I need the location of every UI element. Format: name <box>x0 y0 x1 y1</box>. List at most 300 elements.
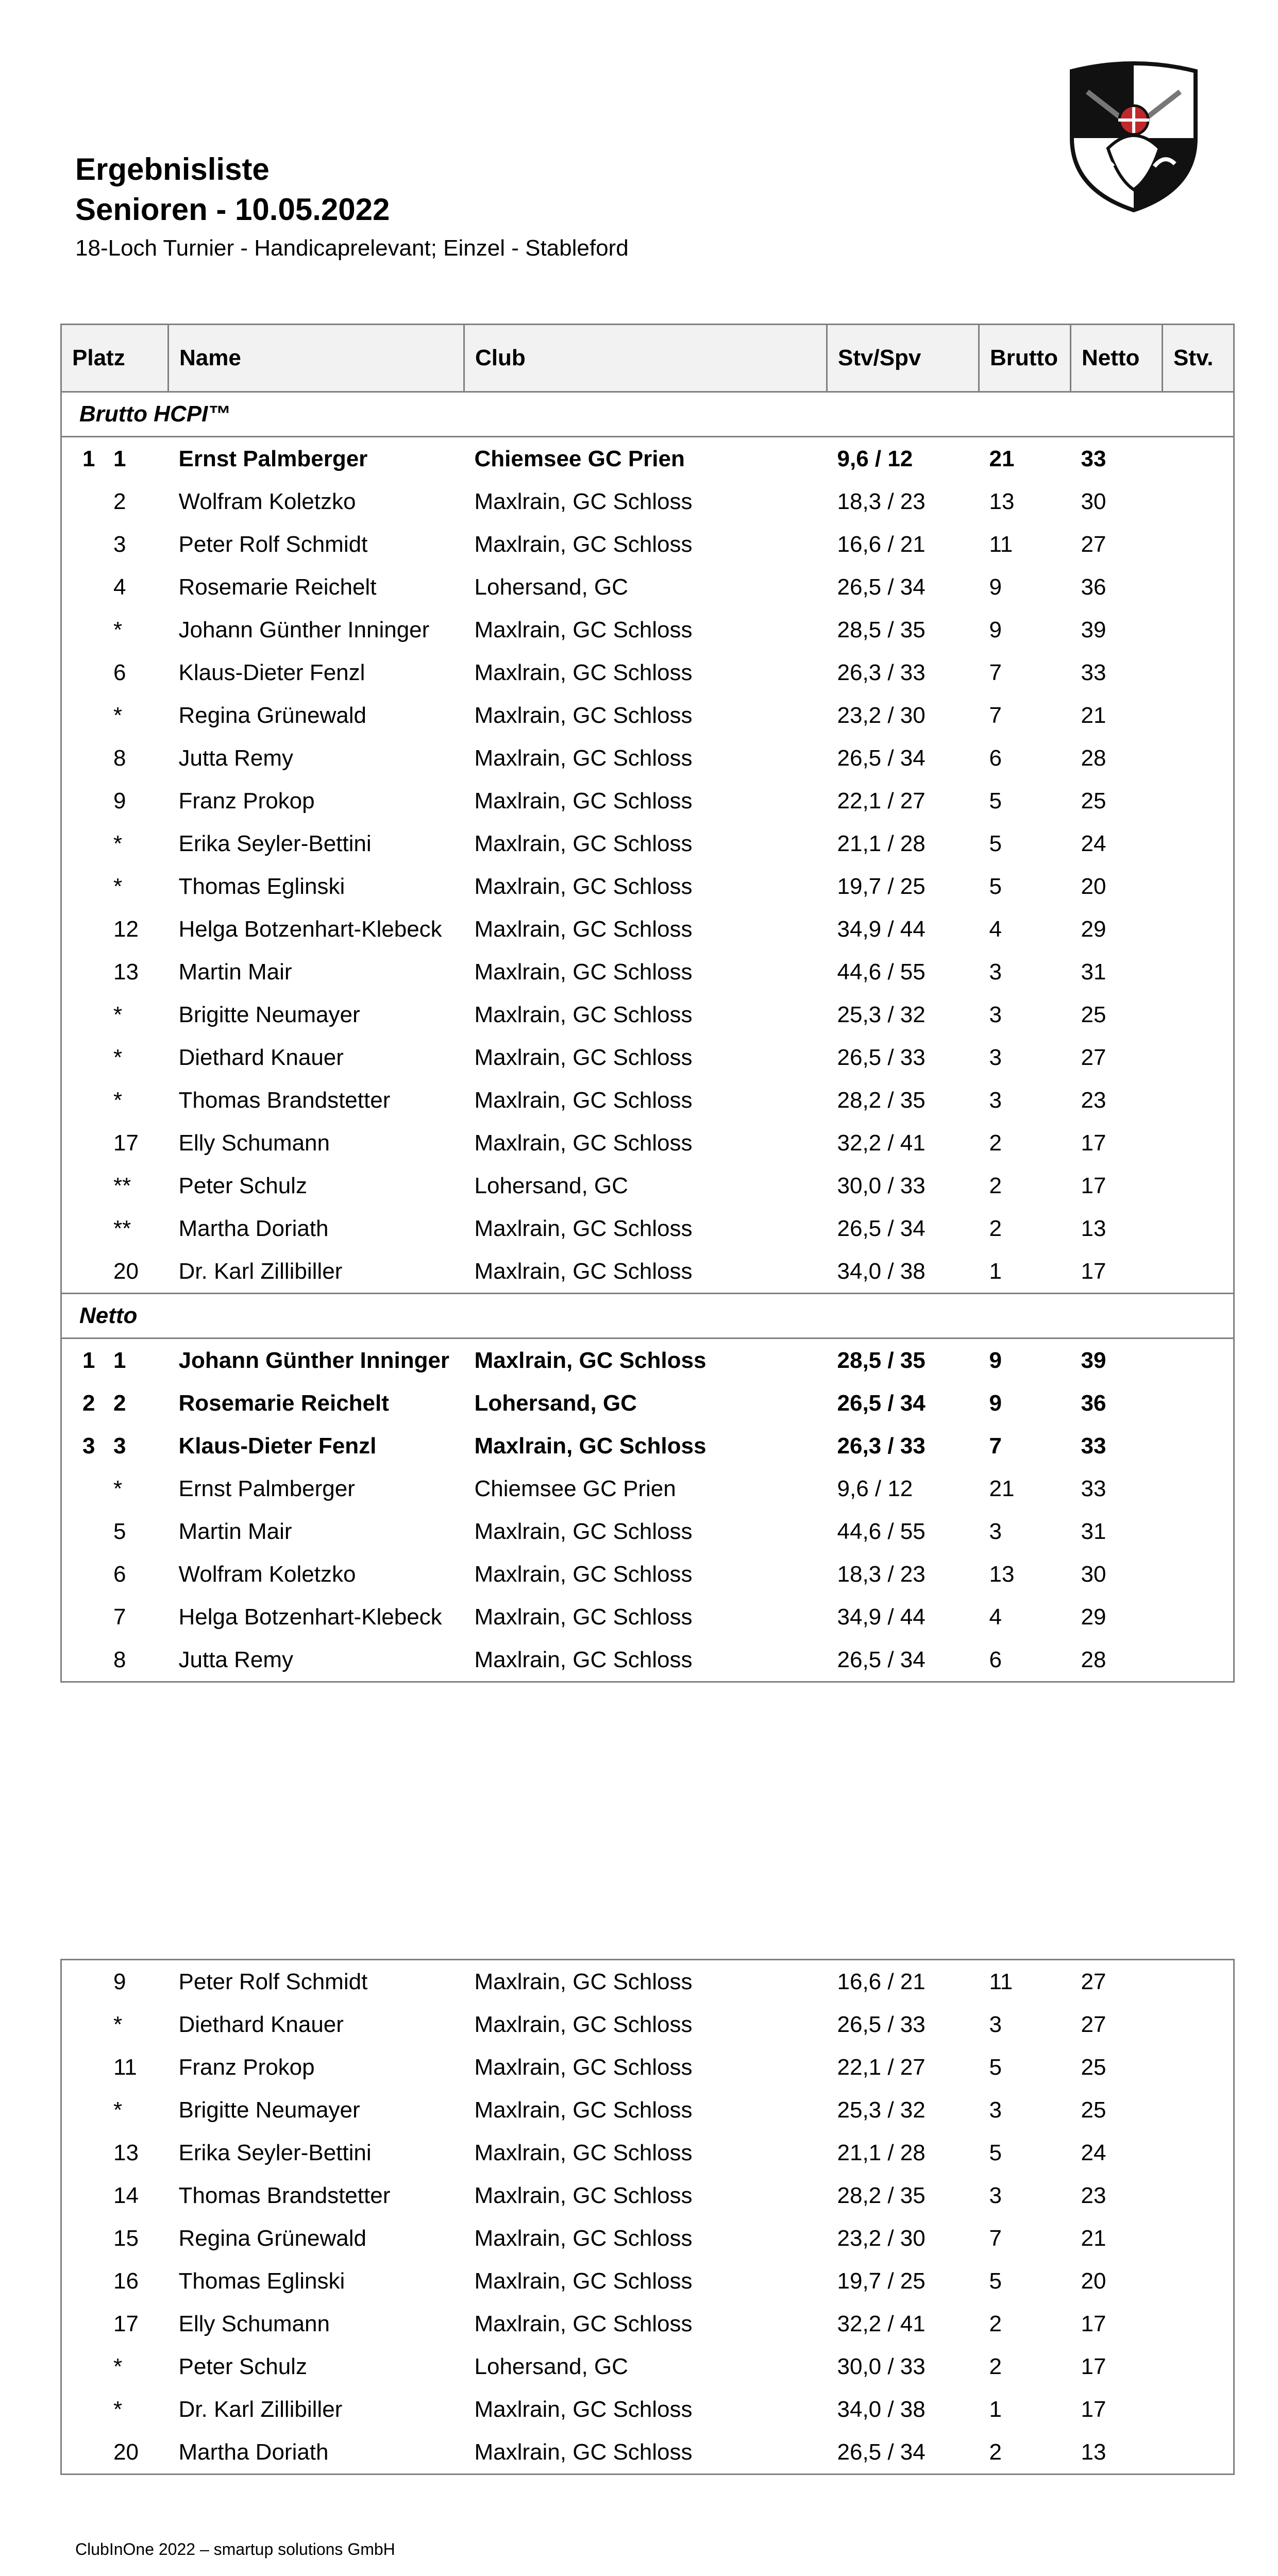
table-row <box>61 1164 1234 1207</box>
table-row <box>61 1510 1234 1553</box>
player-name-cell: Peter Rolf Schmidt <box>178 1969 368 1994</box>
brutto-cell: 6 <box>989 1647 1002 1672</box>
platz-cell <box>61 1596 169 1638</box>
stv-spv-cell: 26,5 / 34 <box>837 1390 926 1416</box>
stv-cell <box>1163 993 1234 1036</box>
club-cell: Maxlrain, GC Schloss <box>474 2011 693 2037</box>
column-header-netto: Netto <box>1071 325 1163 392</box>
platz-rank: * <box>113 873 123 899</box>
stv-spv-cell: 34,0 / 38 <box>837 1258 926 1284</box>
brutto-cell: 2 <box>989 2353 1002 2379</box>
club-cell: Maxlrain, GC Schloss <box>474 1518 693 1544</box>
column-header-club: Club <box>464 325 827 392</box>
stv-spv-cell: 22,1 / 27 <box>837 788 926 814</box>
table-row <box>61 480 1234 523</box>
stv-spv-cell: 16,6 / 21 <box>837 531 926 557</box>
platz-rank: 1 <box>113 446 126 471</box>
player-name-cell: Helga Botzenhart-Klebeck <box>178 1604 442 1630</box>
platz-cell <box>61 2431 169 2475</box>
brutto-cell: 1 <box>989 1258 1002 1284</box>
netto-cell: 39 <box>1081 1347 1106 1373</box>
stv-spv-cell: 23,2 / 30 <box>837 702 926 728</box>
column-header-brutto: Brutto <box>979 325 1071 392</box>
brutto-cell: 3 <box>989 1087 1002 1113</box>
player-name-cell: Ernst Palmberger <box>178 1476 355 1501</box>
brutto-cell: 1 <box>989 2396 1002 2422</box>
platz-overall: 1 <box>82 1347 95 1373</box>
platz-rank: 7 <box>113 1604 126 1630</box>
stv-spv-cell: 44,6 / 55 <box>837 959 926 985</box>
platz-rank: 6 <box>113 1561 126 1587</box>
stv-spv-cell: 22,1 / 27 <box>837 2054 926 2080</box>
table-row <box>61 2431 1234 2475</box>
netto-cell: 21 <box>1081 702 1106 728</box>
table-row <box>61 1553 1234 1596</box>
platz-cell <box>61 2174 169 2217</box>
table-row <box>61 1596 1234 1638</box>
table-row <box>61 1250 1234 1294</box>
platz-cell <box>61 2302 169 2345</box>
stv-cell <box>1163 2345 1234 2388</box>
stv-spv-cell: 21,1 / 28 <box>837 831 926 856</box>
stv-cell <box>1163 694 1234 737</box>
brutto-cell: 4 <box>989 1604 1002 1630</box>
stv-spv-cell: 9,6 / 12 <box>837 1476 913 1501</box>
section-header-row <box>61 1294 1234 1338</box>
platz-rank: 17 <box>113 1130 139 1156</box>
platz-rank: 11 <box>113 2054 137 2080</box>
stv-cell <box>1163 1079 1234 1122</box>
platz-rank: 6 <box>113 659 126 685</box>
platz-cell <box>61 2388 169 2431</box>
brutto-cell: 13 <box>989 1561 1015 1587</box>
player-name-cell: Regina Grünewald <box>178 702 366 728</box>
netto-cell: 33 <box>1081 659 1106 685</box>
club-cell: Maxlrain, GC Schloss <box>474 831 693 856</box>
table-row <box>61 1638 1234 1682</box>
club-cell: Maxlrain, GC Schloss <box>474 788 693 814</box>
platz-rank: 2 <box>113 488 126 514</box>
netto-cell: 29 <box>1081 1604 1106 1630</box>
club-cell: Maxlrain, GC Schloss <box>474 2311 693 2336</box>
platz-cell <box>61 1122 169 1164</box>
stv-spv-cell: 32,2 / 41 <box>837 2311 926 2336</box>
club-cell: Lohersand, GC <box>474 1173 628 1198</box>
player-name-cell: Thomas Eglinski <box>178 2268 345 2294</box>
player-name-cell: Thomas Brandstetter <box>178 2182 391 2208</box>
stv-spv-cell: 18,3 / 23 <box>837 1561 926 1587</box>
table-row <box>61 1207 1234 1250</box>
stv-spv-cell: 19,7 / 25 <box>837 2268 926 2294</box>
platz-cell <box>61 822 169 865</box>
platz-rank: * <box>113 2011 123 2037</box>
document-header <box>75 149 629 264</box>
stv-cell <box>1163 1382 1234 1425</box>
netto-cell: 23 <box>1081 2182 1106 2208</box>
brutto-cell: 5 <box>989 788 1002 814</box>
footer-credit: ClubInOne 2022 – smartup solutions GmbH <box>75 2540 395 2558</box>
player-name-cell: Rosemarie Reichelt <box>178 574 377 600</box>
platz-cell <box>61 437 169 481</box>
stv-cell <box>1163 1960 1234 2004</box>
section-label: Netto <box>61 1294 1234 1338</box>
player-name-cell: Thomas Eglinski <box>178 873 345 899</box>
brutto-cell: 5 <box>989 2140 1002 2165</box>
platz-rank: 13 <box>113 2140 139 2165</box>
platz-cell <box>61 1250 169 1294</box>
stv-cell <box>1163 1638 1234 1682</box>
platz-rank: 14 <box>113 2182 139 2208</box>
brutto-cell: 21 <box>989 1476 1015 1501</box>
club-cell: Maxlrain, GC Schloss <box>474 1561 693 1587</box>
platz-cell <box>61 1382 169 1425</box>
table-row <box>61 651 1234 694</box>
club-cell: Maxlrain, GC Schloss <box>474 2097 693 2123</box>
brutto-cell: 2 <box>989 1215 1002 1241</box>
brutto-cell: 9 <box>989 1390 1002 1416</box>
platz-cell <box>61 908 169 951</box>
club-cell: Lohersand, GC <box>474 574 628 600</box>
stv-cell <box>1163 2003 1234 2046</box>
platz-cell <box>61 480 169 523</box>
player-name-cell: Dr. Karl Zillibiller <box>178 2396 343 2422</box>
page-subtitle-date: Senioren - 10.05.2022 <box>75 192 390 227</box>
table-row <box>61 2217 1234 2260</box>
stv-cell <box>1163 651 1234 694</box>
netto-cell: 20 <box>1081 2268 1106 2294</box>
stv-cell <box>1163 1425 1234 1467</box>
brutto-cell: 9 <box>989 1347 1002 1373</box>
club-cell: Maxlrain, GC Schloss <box>474 959 693 985</box>
table-row <box>61 2302 1234 2345</box>
platz-cell <box>61 993 169 1036</box>
stv-cell <box>1163 566 1234 608</box>
stv-cell <box>1163 523 1234 566</box>
netto-cell: 28 <box>1081 1647 1106 1672</box>
document-footer <box>75 2540 1072 2576</box>
club-cell: Maxlrain, GC Schloss <box>474 1215 693 1241</box>
platz-overall: 3 <box>82 1433 95 1459</box>
player-name-cell: Helga Botzenhart-Klebeck <box>178 916 442 942</box>
netto-cell: 13 <box>1081 2439 1106 2465</box>
player-name-cell: Wolfram Koletzko <box>178 488 356 514</box>
club-cell: Maxlrain, GC Schloss <box>474 873 693 899</box>
netto-cell: 17 <box>1081 1173 1106 1198</box>
platz-cell <box>61 1467 169 1510</box>
club-cell: Maxlrain, GC Schloss <box>474 2396 693 2422</box>
table-row <box>61 737 1234 779</box>
brutto-cell: 2 <box>989 2311 1002 2336</box>
player-name-cell: Franz Prokop <box>178 2054 315 2080</box>
club-cell: Maxlrain, GC Schloss <box>474 617 693 642</box>
club-cell: Maxlrain, GC Schloss <box>474 2268 693 2294</box>
stv-cell <box>1163 779 1234 822</box>
stv-spv-cell: 25,3 / 32 <box>837 1002 926 1027</box>
platz-rank: 17 <box>113 2311 139 2336</box>
stv-cell <box>1163 608 1234 651</box>
stv-spv-cell: 26,5 / 34 <box>837 1647 926 1672</box>
platz-rank: 12 <box>113 916 139 942</box>
table-row <box>61 2260 1234 2302</box>
player-name-cell: Martha Doriath <box>178 1215 329 1241</box>
stv-spv-cell: 26,5 / 33 <box>837 2011 926 2037</box>
player-name-cell: Jutta Remy <box>178 745 294 771</box>
column-header-stv-spv: Stv/Spv <box>827 325 979 392</box>
platz-overall: 2 <box>82 1390 95 1416</box>
stv-cell <box>1163 951 1234 993</box>
brutto-cell: 6 <box>989 745 1002 771</box>
platz-cell <box>61 1510 169 1553</box>
table-row <box>61 1122 1234 1164</box>
netto-cell: 30 <box>1081 488 1106 514</box>
platz-rank: * <box>113 617 123 642</box>
brutto-cell: 5 <box>989 831 1002 856</box>
club-cell: Maxlrain, GC Schloss <box>474 2140 693 2165</box>
stv-cell <box>1163 2174 1234 2217</box>
netto-cell: 25 <box>1081 2097 1106 2123</box>
club-cell: Maxlrain, GC Schloss <box>474 531 693 557</box>
player-name-cell: Martin Mair <box>178 959 292 985</box>
stv-spv-cell: 9,6 / 12 <box>837 446 913 471</box>
table-row <box>61 1960 1234 2004</box>
club-cell: Chiemsee GC Prien <box>474 1476 676 1501</box>
platz-rank: 8 <box>113 1647 126 1672</box>
stv-spv-cell: 26,5 / 34 <box>837 2439 926 2465</box>
platz-rank: * <box>113 2353 123 2379</box>
netto-cell: 24 <box>1081 831 1106 856</box>
stv-spv-cell: 26,5 / 33 <box>837 1044 926 1070</box>
club-cell: Maxlrain, GC Schloss <box>474 1347 707 1373</box>
stv-cell <box>1163 822 1234 865</box>
stv-cell <box>1163 1338 1234 1382</box>
stv-spv-cell: 26,5 / 34 <box>837 1215 926 1241</box>
table-row <box>61 951 1234 993</box>
club-cell: Maxlrain, GC Schloss <box>474 745 693 771</box>
player-name-cell: Johann Günther Inninger <box>178 1347 450 1373</box>
stv-cell <box>1163 1036 1234 1079</box>
player-name-cell: Johann Günther Inninger <box>178 617 430 642</box>
brutto-cell: 3 <box>989 959 1002 985</box>
netto-cell: 24 <box>1081 2140 1106 2165</box>
table-row <box>61 437 1234 481</box>
platz-rank: 9 <box>113 788 126 814</box>
netto-cell: 36 <box>1081 1390 1106 1416</box>
platz-cell <box>61 1425 169 1467</box>
platz-cell <box>61 1638 169 1682</box>
club-cell: Maxlrain, GC Schloss <box>474 1087 693 1113</box>
table-row <box>61 1382 1234 1425</box>
stv-cell <box>1163 1467 1234 1510</box>
netto-cell: 31 <box>1081 959 1106 985</box>
stv-spv-cell: 28,5 / 35 <box>837 1347 926 1373</box>
platz-rank: 13 <box>113 959 139 985</box>
brutto-cell: 4 <box>989 916 1002 942</box>
platz-overall: 1 <box>82 446 95 471</box>
brutto-cell: 7 <box>989 2225 1002 2251</box>
platz-cell <box>61 1207 169 1250</box>
stv-spv-cell: 23,2 / 30 <box>837 2225 926 2251</box>
stv-cell <box>1163 2131 1234 2174</box>
table-row <box>61 993 1234 1036</box>
brutto-cell: 3 <box>989 2097 1002 2123</box>
platz-cell <box>61 566 169 608</box>
stv-cell <box>1163 1122 1234 1164</box>
stv-cell <box>1163 1510 1234 1553</box>
netto-cell: 25 <box>1081 788 1106 814</box>
brutto-cell: 3 <box>989 1518 1002 1544</box>
club-cell: Lohersand, GC <box>474 2353 628 2379</box>
club-cell: Maxlrain, GC Schloss <box>474 2439 693 2465</box>
netto-cell: 29 <box>1081 916 1106 942</box>
table-row <box>61 694 1234 737</box>
stv-cell <box>1163 2388 1234 2431</box>
platz-cell <box>61 1553 169 1596</box>
stv-spv-cell: 28,5 / 35 <box>837 617 926 642</box>
stv-cell <box>1163 1596 1234 1638</box>
stv-spv-cell: 19,7 / 25 <box>837 873 926 899</box>
netto-cell: 13 <box>1081 1215 1106 1241</box>
player-name-cell: Peter Rolf Schmidt <box>178 531 368 557</box>
player-name-cell: Brigitte Neumayer <box>178 1002 360 1027</box>
netto-cell: 28 <box>1081 745 1106 771</box>
stv-spv-cell: 28,2 / 35 <box>837 1087 926 1113</box>
table-header-row <box>61 325 1234 392</box>
brutto-cell: 5 <box>989 2268 1002 2294</box>
platz-cell <box>61 865 169 908</box>
netto-cell: 20 <box>1081 873 1106 899</box>
platz-rank: 9 <box>113 1969 126 1994</box>
player-name-cell: Martin Mair <box>178 1518 292 1544</box>
netto-cell: 27 <box>1081 1044 1106 1070</box>
club-cell: Maxlrain, GC Schloss <box>474 1130 693 1156</box>
stv-spv-cell: 16,6 / 21 <box>837 1969 926 1994</box>
club-cell: Maxlrain, GC Schloss <box>474 1044 693 1070</box>
brutto-cell: 2 <box>989 1173 1002 1198</box>
netto-cell: 36 <box>1081 574 1106 600</box>
club-cell: Lohersand, GC <box>474 1390 637 1416</box>
stv-spv-cell: 44,6 / 55 <box>837 1518 926 1544</box>
stv-cell <box>1163 2431 1234 2475</box>
stv-cell <box>1163 1164 1234 1207</box>
club-cell: Maxlrain, GC Schloss <box>474 1002 693 1027</box>
platz-cell <box>61 2345 169 2388</box>
club-cell: Maxlrain, GC Schloss <box>474 2182 693 2208</box>
club-cell: Maxlrain, GC Schloss <box>474 2225 693 2251</box>
netto-cell: 30 <box>1081 1561 1106 1587</box>
stv-spv-cell: 21,1 / 28 <box>837 2140 926 2165</box>
platz-cell <box>61 1079 169 1122</box>
table-row <box>61 1036 1234 1079</box>
brutto-cell: 7 <box>989 702 1002 728</box>
table-row <box>61 523 1234 566</box>
table-row <box>61 2131 1234 2174</box>
table-row <box>61 2046 1234 2089</box>
stv-spv-cell: 34,9 / 44 <box>837 1604 926 1630</box>
netto-cell: 21 <box>1081 2225 1106 2251</box>
section-label: Brutto HCPI™ <box>61 392 1234 437</box>
platz-rank: 20 <box>113 1258 139 1284</box>
table-row <box>61 1467 1234 1510</box>
player-name-cell: Peter Schulz <box>178 1173 307 1198</box>
column-header-name: Name <box>169 325 464 392</box>
platz-rank: * <box>113 702 123 728</box>
player-name-cell: Rosemarie Reichelt <box>178 1390 389 1416</box>
stv-cell <box>1163 2260 1234 2302</box>
platz-cell <box>61 523 169 566</box>
club-cell: Maxlrain, GC Schloss <box>474 1604 693 1630</box>
stv-cell <box>1163 437 1234 481</box>
player-name-cell: Diethard Knauer <box>178 2011 344 2037</box>
netto-cell: 23 <box>1081 1087 1106 1113</box>
stv-spv-cell: 18,3 / 23 <box>837 488 926 514</box>
stv-cell <box>1163 865 1234 908</box>
netto-cell: 33 <box>1081 446 1106 471</box>
results-table-continued <box>60 1959 1235 2475</box>
club-cell: Chiemsee GC Prien <box>474 446 685 471</box>
table-row <box>61 1425 1234 1467</box>
platz-rank: 3 <box>113 1433 126 1459</box>
netto-cell: 17 <box>1081 2396 1106 2422</box>
table-row <box>61 2174 1234 2217</box>
platz-cell <box>61 1338 169 1382</box>
netto-cell: 25 <box>1081 2054 1106 2080</box>
brutto-cell: 2 <box>989 2439 1002 2465</box>
platz-rank: * <box>113 1044 123 1070</box>
club-cell: Maxlrain, GC Schloss <box>474 1647 693 1672</box>
column-header-platz: Platz <box>61 325 169 392</box>
player-name-cell: Regina Grünewald <box>178 2225 366 2251</box>
stv-cell <box>1163 2046 1234 2089</box>
platz-cell <box>61 2089 169 2131</box>
stv-cell <box>1163 2089 1234 2131</box>
player-name-cell: Jutta Remy <box>178 1647 294 1672</box>
brutto-cell: 7 <box>989 659 1002 685</box>
platz-rank: 1 <box>113 1347 126 1373</box>
table-row <box>61 908 1234 951</box>
brutto-cell: 3 <box>989 1002 1002 1027</box>
player-name-cell: Erika Seyler-Bettini <box>178 2140 372 2165</box>
brutto-cell: 2 <box>989 1130 1002 1156</box>
player-name-cell: Thomas Brandstetter <box>178 1087 391 1113</box>
brutto-cell: 9 <box>989 574 1002 600</box>
player-name-cell: Peter Schulz <box>178 2353 307 2379</box>
platz-cell <box>61 1036 169 1079</box>
platz-rank: 8 <box>113 745 126 771</box>
player-name-cell: Diethard Knauer <box>178 1044 344 1070</box>
brutto-cell: 7 <box>989 1433 1002 1459</box>
stv-cell <box>1163 2217 1234 2260</box>
club-cell: Maxlrain, GC Schloss <box>474 659 693 685</box>
page-title: Ergebnisliste <box>75 152 270 187</box>
club-cell: Maxlrain, GC Schloss <box>474 2054 693 2080</box>
stv-spv-cell: 25,3 / 32 <box>837 2097 926 2123</box>
brutto-cell: 11 <box>989 1969 1013 1994</box>
netto-cell: 31 <box>1081 1518 1106 1544</box>
platz-cell <box>61 2217 169 2260</box>
platz-rank: 2 <box>113 1390 126 1416</box>
netto-cell: 17 <box>1081 2311 1106 2336</box>
netto-cell: 33 <box>1081 1476 1106 1501</box>
table-row <box>61 1338 1234 1382</box>
platz-rank: * <box>113 1002 123 1027</box>
stv-cell <box>1163 737 1234 779</box>
stv-cell <box>1163 908 1234 951</box>
netto-cell: 17 <box>1081 1130 1106 1156</box>
platz-cell <box>61 651 169 694</box>
table-row <box>61 566 1234 608</box>
platz-cell <box>61 1960 169 2004</box>
stv-spv-cell: 30,0 / 33 <box>837 1173 926 1198</box>
